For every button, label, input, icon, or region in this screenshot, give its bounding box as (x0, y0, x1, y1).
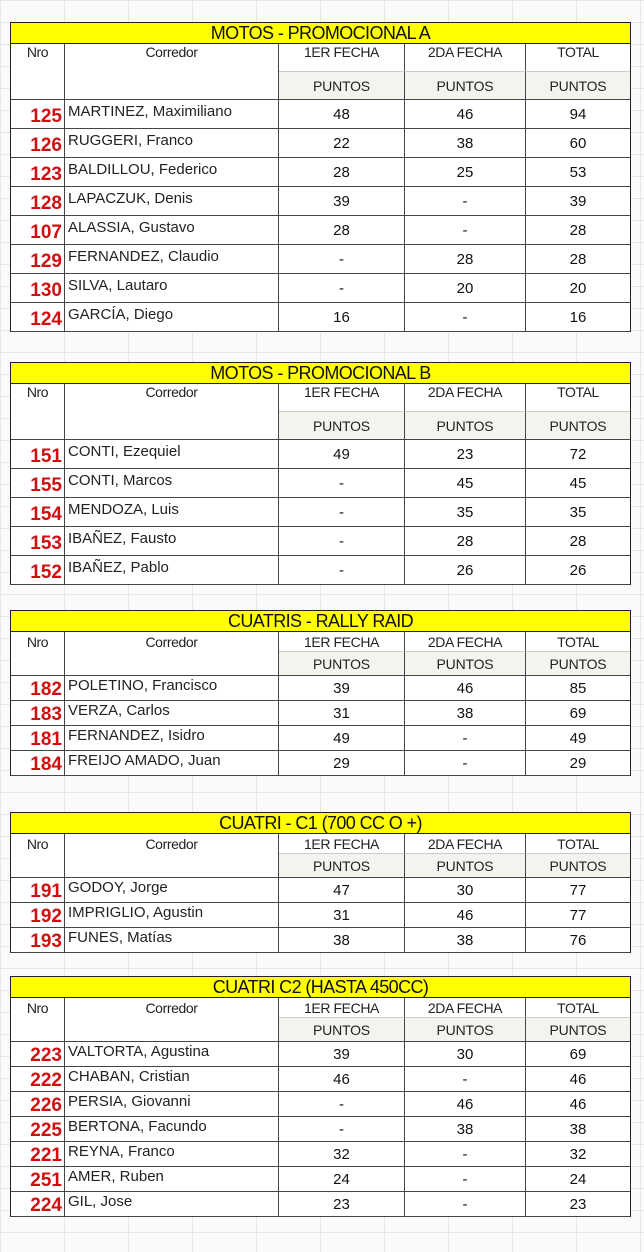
racer-number: 251 (11, 1167, 65, 1191)
points-round-1: - (279, 1117, 405, 1141)
header-f2: 2DA FECHA (405, 44, 526, 72)
racer-number: 223 (11, 1042, 65, 1066)
points-round-1: 22 (279, 129, 405, 157)
points-round-2: 28 (405, 527, 526, 555)
points-round-2: - (405, 303, 526, 331)
points-round-1: - (279, 245, 405, 273)
racer-name: VALTORTA, Agustina (65, 1042, 279, 1066)
table-row (10, 245, 631, 274)
points-total: 24 (569, 1171, 587, 1188)
header-nro: Nro (11, 384, 65, 440)
table-row (10, 928, 631, 953)
points-total: 46 (569, 1071, 587, 1088)
table-header (10, 632, 631, 676)
points-round-2: 30 (405, 878, 526, 902)
racer-name: MARTINEZ, Maximiliano (65, 100, 279, 128)
racer-number: 128 (11, 187, 65, 215)
table-row (10, 129, 631, 158)
racer-name: RUGGERI, Franco (65, 129, 279, 157)
header-corredor: Corredor (65, 384, 279, 440)
points-round-2: 30 (405, 1042, 526, 1066)
points-round-2: 38 (405, 1117, 526, 1141)
points-round-2: 46 (405, 1092, 526, 1116)
points-total: 28 (569, 251, 587, 268)
standings-table (10, 976, 631, 1217)
header-puntos: PUNTOS (405, 1018, 526, 1042)
racer-name: CONTI, Marcos (65, 469, 279, 497)
header-f1: 1ER FECHA (279, 998, 405, 1018)
points-round-1: 47 (279, 878, 405, 902)
points-round-1: - (279, 274, 405, 302)
points-round-1: 16 (279, 303, 405, 331)
points-round-1: 46 (279, 1067, 405, 1091)
table-row (10, 1142, 631, 1167)
table-row (10, 469, 631, 498)
racer-number: 184 (11, 751, 65, 775)
header-f1: 1ER FECHA (279, 44, 405, 72)
racer-number: 154 (11, 498, 65, 526)
header-total: TOTAL (526, 632, 630, 652)
table-row (10, 1117, 631, 1142)
header-puntos: PUNTOS (526, 412, 630, 440)
table-title: MOTOS - PROMOCIONAL B (10, 362, 631, 384)
table-row (10, 676, 631, 701)
points-total: 69 (569, 1046, 587, 1063)
racer-name: FUNES, Matías (65, 928, 279, 952)
points-total: 16 (569, 309, 587, 326)
header-f1: 1ER FECHA (279, 834, 405, 854)
points-round-1: 32 (279, 1142, 405, 1166)
racer-name: VERZA, Carlos (65, 701, 279, 725)
points-round-2: 38 (405, 129, 526, 157)
points-total: 77 (569, 882, 587, 899)
points-round-1: - (279, 498, 405, 526)
racer-name: FERNANDEZ, Isidro (65, 726, 279, 750)
racer-number: 130 (11, 274, 65, 302)
points-total: 72 (569, 446, 587, 463)
racer-number: 224 (11, 1192, 65, 1216)
racer-number: 226 (11, 1092, 65, 1116)
standings-table (10, 362, 631, 585)
points-total: 46 (569, 1096, 587, 1113)
header-puntos: PUNTOS (279, 652, 405, 676)
racer-name: ALASSIA, Gustavo (65, 216, 279, 244)
points-total: 77 (569, 907, 587, 924)
racer-name: FERNANDEZ, Claudio (65, 245, 279, 273)
racer-name: IMPRIGLIO, Agustin (65, 903, 279, 927)
racer-name: GODOY, Jorge (65, 878, 279, 902)
racer-name: CHABAN, Cristian (65, 1067, 279, 1091)
table-row (10, 158, 631, 187)
table-row (10, 100, 631, 129)
table-row (10, 274, 631, 303)
points-round-1: 39 (279, 1042, 405, 1066)
racer-name: GARCÍA, Diego (65, 303, 279, 331)
table-row (10, 556, 631, 585)
table-row (10, 1092, 631, 1117)
racer-number: 193 (11, 928, 65, 952)
points-total: 29 (569, 755, 587, 772)
points-round-1: 49 (279, 726, 405, 750)
header-puntos: PUNTOS (405, 854, 526, 878)
points-round-1: 24 (279, 1167, 405, 1191)
racer-number: 222 (11, 1067, 65, 1091)
racer-name: SILVA, Lautaro (65, 274, 279, 302)
points-round-1: 31 (279, 701, 405, 725)
points-round-1: 39 (279, 676, 405, 700)
points-total: 28 (569, 533, 587, 550)
table-row (10, 751, 631, 776)
racer-name: BALDILLOU, Federico (65, 158, 279, 186)
points-round-2: - (405, 1167, 526, 1191)
table-title: CUATRI - C1 (700 CC O +) (10, 812, 631, 834)
header-puntos: PUNTOS (279, 854, 405, 878)
points-round-2: 25 (405, 158, 526, 186)
header-total: TOTAL (526, 998, 630, 1018)
points-total: 69 (569, 705, 587, 722)
header-puntos: PUNTOS (526, 652, 630, 676)
table-row (10, 1192, 631, 1217)
header-corredor: Corredor (65, 998, 279, 1042)
racer-name: MENDOZA, Luis (65, 498, 279, 526)
racer-number: 182 (11, 676, 65, 700)
points-round-2: - (405, 726, 526, 750)
points-total: 53 (569, 164, 587, 181)
table-row (10, 878, 631, 903)
points-round-1: 48 (279, 100, 405, 128)
racer-number: 183 (11, 701, 65, 725)
points-total: 26 (569, 562, 587, 579)
points-round-2: 45 (405, 469, 526, 497)
table-header (10, 44, 631, 100)
points-round-2: 46 (405, 676, 526, 700)
points-round-2: 38 (405, 928, 526, 952)
points-round-2: 35 (405, 498, 526, 526)
header-corredor: Corredor (65, 834, 279, 878)
points-total: 28 (569, 222, 587, 239)
points-total: 45 (569, 475, 587, 492)
points-total: 20 (569, 280, 587, 297)
racer-number: 151 (11, 440, 65, 468)
table-row (10, 527, 631, 556)
table-row (10, 440, 631, 469)
table-header (10, 834, 631, 878)
table-row (10, 303, 631, 332)
header-total: TOTAL (526, 384, 630, 412)
points-round-2: - (405, 216, 526, 244)
header-f2: 2DA FECHA (405, 632, 526, 652)
points-round-1: 23 (279, 1192, 405, 1216)
table-row (10, 1042, 631, 1067)
racer-number: 126 (11, 129, 65, 157)
points-round-2: - (405, 1142, 526, 1166)
racer-name: BERTONA, Facundo (65, 1117, 279, 1141)
points-total: 23 (569, 1196, 587, 1213)
header-puntos: PUNTOS (526, 854, 630, 878)
points-round-1: 49 (279, 440, 405, 468)
racer-number: 191 (11, 878, 65, 902)
points-round-2: - (405, 1192, 526, 1216)
points-round-2: 46 (405, 100, 526, 128)
points-total: 39 (569, 193, 587, 210)
racer-number: 123 (11, 158, 65, 186)
racer-name: FREIJO AMADO, Juan (65, 751, 279, 775)
racer-name: PERSIA, Giovanni (65, 1092, 279, 1116)
racer-name: AMER, Ruben (65, 1167, 279, 1191)
points-round-2: - (405, 751, 526, 775)
points-round-2: 46 (405, 903, 526, 927)
racer-name: CONTI, Ezequiel (65, 440, 279, 468)
points-round-1: 28 (279, 216, 405, 244)
header-nro: Nro (11, 998, 65, 1042)
header-puntos: PUNTOS (526, 72, 630, 100)
header-f2: 2DA FECHA (405, 384, 526, 412)
racer-name: POLETINO, Francisco (65, 676, 279, 700)
points-total: 85 (569, 680, 587, 697)
header-puntos: PUNTOS (279, 72, 405, 100)
racer-name: LAPACZUK, Denis (65, 187, 279, 215)
racer-number: 125 (11, 100, 65, 128)
table-row (10, 498, 631, 527)
points-round-1: 39 (279, 187, 405, 215)
racer-number: 124 (11, 303, 65, 331)
points-round-2: - (405, 187, 526, 215)
table-row (10, 1167, 631, 1192)
points-round-2: 20 (405, 274, 526, 302)
racer-name: IBAÑEZ, Pablo (65, 556, 279, 584)
table-row (10, 1067, 631, 1092)
points-round-1: - (279, 556, 405, 584)
table-title: CUATRIS - RALLY RAID (10, 610, 631, 632)
table-title: CUATRI C2 (HASTA 450CC) (10, 976, 631, 998)
header-total: TOTAL (526, 44, 630, 72)
header-corredor: Corredor (65, 44, 279, 100)
header-puntos: PUNTOS (279, 1018, 405, 1042)
points-round-1: - (279, 527, 405, 555)
points-total: 60 (569, 135, 587, 152)
points-total: 49 (569, 730, 587, 747)
header-f2: 2DA FECHA (405, 834, 526, 854)
header-f1: 1ER FECHA (279, 384, 405, 412)
standings-table (10, 812, 631, 953)
table-row (10, 903, 631, 928)
points-round-1: 38 (279, 928, 405, 952)
table-row (10, 726, 631, 751)
table-header (10, 384, 631, 440)
header-f2: 2DA FECHA (405, 998, 526, 1018)
racer-number: 225 (11, 1117, 65, 1141)
header-corredor: Corredor (65, 632, 279, 676)
points-round-1: 31 (279, 903, 405, 927)
points-total: 76 (569, 932, 587, 949)
header-nro: Nro (11, 44, 65, 100)
header-total: TOTAL (526, 834, 630, 854)
racer-number: 192 (11, 903, 65, 927)
racer-name: REYNA, Franco (65, 1142, 279, 1166)
racer-number: 155 (11, 469, 65, 497)
racer-name: GIL, Jose (65, 1192, 279, 1216)
racer-number: 153 (11, 527, 65, 555)
points-total: 38 (569, 1121, 587, 1138)
racer-number: 152 (11, 556, 65, 584)
points-total: 35 (569, 504, 587, 521)
table-row (10, 187, 631, 216)
points-round-2: 38 (405, 701, 526, 725)
racer-number: 107 (11, 216, 65, 244)
racer-number: 181 (11, 726, 65, 750)
table-title: MOTOS - PROMOCIONAL A (10, 22, 631, 44)
racer-name: IBAÑEZ, Fausto (65, 527, 279, 555)
points-round-2: 23 (405, 440, 526, 468)
points-total: 94 (569, 106, 587, 123)
points-round-1: 28 (279, 158, 405, 186)
points-round-2: 26 (405, 556, 526, 584)
header-nro: Nro (11, 632, 65, 676)
points-round-1: - (279, 469, 405, 497)
points-round-1: 29 (279, 751, 405, 775)
header-puntos: PUNTOS (405, 412, 526, 440)
points-total: 32 (569, 1146, 587, 1163)
header-puntos: PUNTOS (405, 652, 526, 676)
points-round-1: - (279, 1092, 405, 1116)
racer-number: 129 (11, 245, 65, 273)
header-puntos: PUNTOS (405, 72, 526, 100)
standings-table (10, 610, 631, 776)
header-nro: Nro (11, 834, 65, 878)
racer-number: 221 (11, 1142, 65, 1166)
header-puntos: PUNTOS (526, 1018, 630, 1042)
table-row (10, 701, 631, 726)
points-round-2: 28 (405, 245, 526, 273)
table-row (10, 216, 631, 245)
header-puntos: PUNTOS (279, 412, 405, 440)
points-round-2: - (405, 1067, 526, 1091)
table-header (10, 998, 631, 1042)
header-f1: 1ER FECHA (279, 632, 405, 652)
standings-table (10, 22, 631, 332)
